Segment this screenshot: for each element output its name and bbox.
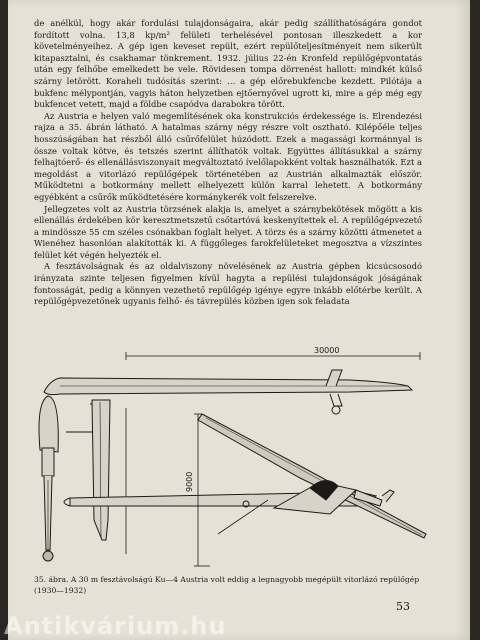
glider-drawing — [30, 340, 430, 570]
wing-planform-perspective — [198, 414, 426, 538]
wing-front-elevation — [66, 400, 126, 554]
paragraph-3: Jellegzetes volt az Austria törzsének alakja is, amelyet a szárnybekötések mögött a kis ellenállás érdekében kör keresztmetszetű csőtartóvá keskenyítettek el. A repülőgépvezető a mindössze 55 cm széles csónakban foglalt helyet. A törzs és a szárny közötti átmenetet a Wienéhez hasonlóan alakították ki. A függőleges farokfelületeket megosztva a vízszintes felület két végén helyezték el. — [34, 203, 422, 260]
page-number: 53 — [396, 600, 410, 613]
paragraph-4: A fesztávolságnak és az oldalviszony növelésének az Austria gépben kicsúcsosodó irányzata szinte teljesen figyelmen kívül hagyta a repülési tulajdonságok jóságának fontosságát, pedig a könnyen vezethető repülőgép igénye egyre inkább előtérbe került. A repülőgépvezetőnek ugyanis felhő- és távrepülés közben igen sok feladata — [34, 261, 422, 307]
paragraph-2: Az Austria e helyen való megemlítésének oka konstrukciós érdekessége is. Elrendezési rajza a 35. ábrán látható. A hatalmas szárny négy részre volt osztható. Kilépőéle teljes hosszúságában hat részből álló csűrőfelület húzódott. Ezek a magassági kormánnyal is össze voltak kötve, és tetszés szerint állíthatók voltak. Együttes állításukkal a szárny felhajtóerő- és ellenállásviszonyait megváltoztató ívelőlapokként voltak használhatók. Ezt a megoldást a vitorlázó repülőgépek történetében az Austrián alkalmazták először. Működtetni a botkormány mellett elhelyezett külön karral lehetett. A botkormány egyébként a csűrők működtetésére kormánykerék volt felszerelve. — [34, 110, 422, 202]
body-text — [34, 18, 422, 308]
span-dimension-label: 30000 — [314, 346, 340, 355]
front-view — [39, 396, 58, 561]
book-page — [8, 0, 470, 640]
paragraph-1: de anélkül, hogy akár fordulási tulajdonságaira, akár pedig szállíthatóságára gondot fordított volna. 13,8 kp/m² felületi terhelésével pontosan illeszkedett a kor követelményeihez. A gép igen keveset repült, ezért repülőteljesítményeit nem sikerült kitapasztalni, és csakhamar tönkrement. 1932. július 22-én Kronfeld repülőgépvontatás után egy felhőbe emelkedett be vele. Rövidesen tompa dörrenést hallott: mindkét külső szárny letörött. Koraheli tudósítás szerint: … a gép előrebukfencbe kezdett. Pilótája a bukfenc mélypontján, vagyis háton helyzetben ejtőernyővel ugrott ki, mire a gép még egy bukfencet vetett, majd a földbe csapódva darabokra törött. — [34, 18, 422, 110]
watermark: Antikvárium.hu — [4, 612, 227, 640]
figure-caption: 35. ábra. A 30 m fesztávolságú Ku—4 Austria volt eddig a legnagyobb megépült vitorlázó repülőgép (1930—1932) — [34, 575, 420, 595]
length-dimension-label: 9000 — [185, 471, 194, 492]
